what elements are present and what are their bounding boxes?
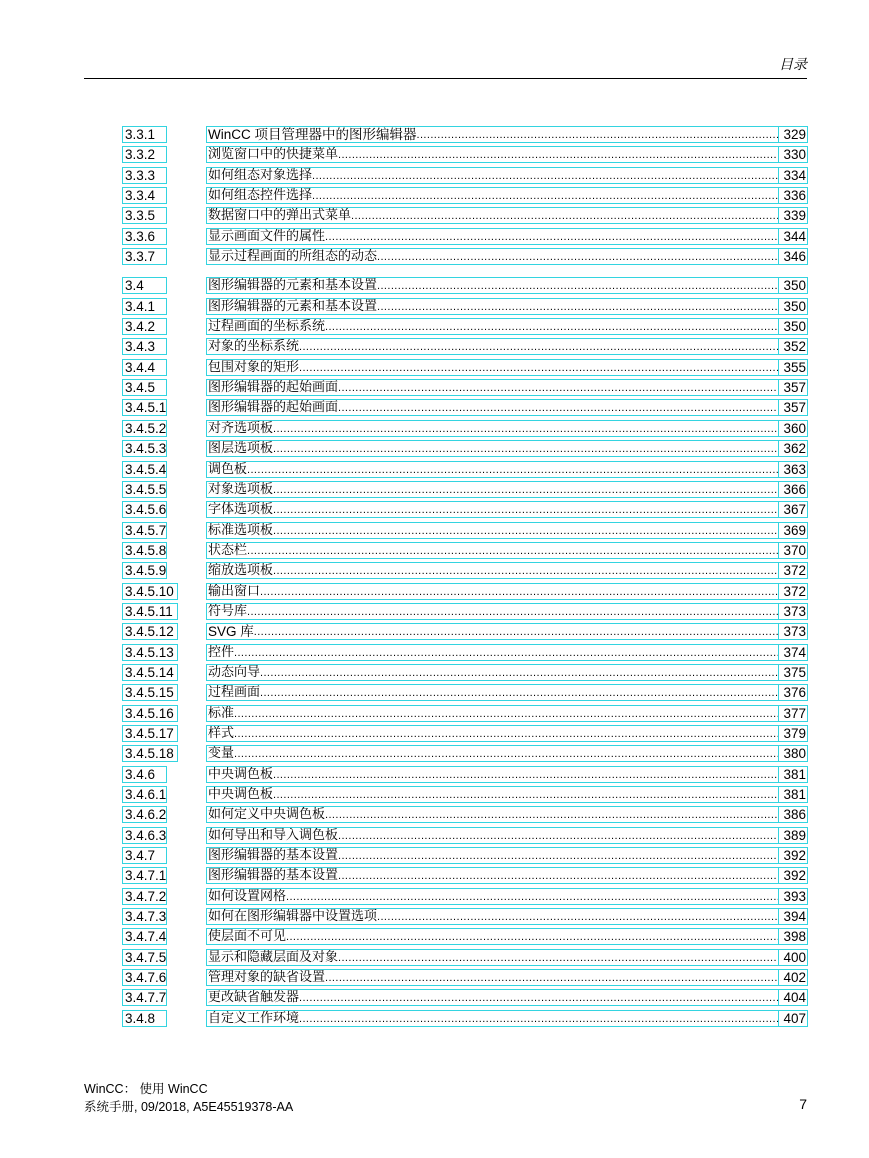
dot-leader bbox=[273, 443, 779, 456]
toc-page-number: 369 bbox=[779, 523, 807, 538]
toc-section-title: 中央调色板 bbox=[208, 787, 274, 802]
toc-title-box[interactable] bbox=[206, 318, 808, 335]
toc-title-box[interactable] bbox=[206, 440, 808, 457]
toc-entry[interactable] bbox=[122, 785, 808, 805]
toc-title-box[interactable] bbox=[206, 248, 808, 265]
toc-section-title: 图形编辑器的基本设置 bbox=[208, 868, 339, 884]
toc-section-title: 过程画面 bbox=[208, 685, 261, 701]
table-of-contents bbox=[122, 125, 808, 1029]
toc-entry[interactable] bbox=[122, 765, 808, 785]
toc-page-number: 381 bbox=[779, 787, 807, 802]
toc-page-number: 372 bbox=[779, 584, 807, 599]
toc-page-number: 377 bbox=[779, 706, 807, 721]
dot-leader bbox=[377, 280, 779, 293]
toc-section-number: 3.4.5.7 bbox=[122, 522, 167, 539]
dot-leader bbox=[234, 728, 779, 741]
toc-title-box[interactable] bbox=[206, 187, 808, 204]
toc-page-number: 407 bbox=[779, 1011, 807, 1026]
toc-title-box[interactable] bbox=[206, 725, 808, 742]
dot-leader bbox=[325, 321, 779, 334]
toc-entry[interactable] bbox=[122, 866, 808, 886]
toc-section-number: 3.4 bbox=[122, 277, 167, 294]
toc-section-number: 3.4.5.8 bbox=[122, 542, 167, 559]
toc-section-number: 3.3.1 bbox=[122, 126, 167, 143]
toc-page-number: 375 bbox=[779, 665, 807, 680]
toc-page-number: 398 bbox=[779, 929, 807, 944]
toc-title-box[interactable] bbox=[206, 786, 808, 803]
dot-leader bbox=[338, 850, 779, 863]
toc-title-box[interactable] bbox=[206, 501, 808, 518]
toc-title-box[interactable] bbox=[206, 146, 808, 163]
toc-section-number: 3.4.5.3 bbox=[122, 440, 167, 457]
toc-title-box[interactable] bbox=[206, 167, 808, 184]
header-rule bbox=[84, 78, 807, 79]
toc-page-number: 350 bbox=[779, 299, 807, 314]
toc-section-number: 3.4.5.15 bbox=[122, 684, 178, 701]
toc-title-box[interactable] bbox=[206, 928, 808, 945]
dot-leader bbox=[260, 667, 779, 680]
dot-leader bbox=[247, 606, 779, 619]
dot-leader bbox=[247, 545, 779, 558]
toc-section-title: 样式 bbox=[208, 725, 235, 741]
toc-page-number: 336 bbox=[779, 188, 807, 203]
toc-entry[interactable] bbox=[122, 206, 808, 226]
toc-section-title: 标准选项板 bbox=[208, 522, 274, 538]
toc-section-title: 显示过程画面的所组态的动态 bbox=[208, 249, 378, 265]
toc-page-number: 357 bbox=[779, 380, 807, 395]
toc-page-number: 381 bbox=[779, 767, 807, 782]
toc-section-number: 3.4.3 bbox=[122, 338, 167, 355]
toc-section-title: SVG 库 bbox=[208, 624, 254, 640]
dot-leader bbox=[417, 129, 780, 142]
dot-leader bbox=[286, 891, 779, 904]
toc-section-title: 字体选项板 bbox=[208, 502, 274, 518]
toc-section-title: 如何组态控件选择 bbox=[208, 188, 313, 204]
toc-section-title: 自定义工作环境 bbox=[208, 1010, 300, 1026]
toc-page-number: 350 bbox=[779, 278, 807, 293]
toc-entry[interactable] bbox=[122, 317, 808, 337]
toc-entry[interactable] bbox=[122, 561, 808, 581]
toc-page-number: 379 bbox=[779, 726, 807, 741]
dot-leader bbox=[312, 170, 779, 183]
toc-section-number: 3.4.5.5 bbox=[122, 481, 167, 498]
toc-entry[interactable] bbox=[122, 724, 808, 744]
dot-leader bbox=[377, 251, 779, 264]
toc-title-box[interactable] bbox=[206, 542, 808, 559]
toc-section-title: 如何导出和导入调色板 bbox=[208, 827, 339, 843]
toc-page-number: 329 bbox=[779, 127, 807, 142]
toc-title-box[interactable] bbox=[206, 420, 808, 437]
toc-title-box[interactable] bbox=[206, 745, 808, 762]
dot-leader bbox=[299, 1013, 779, 1026]
toc-page-number: 370 bbox=[779, 543, 807, 558]
toc-title-box[interactable] bbox=[206, 827, 808, 844]
toc-entry[interactable] bbox=[122, 887, 808, 907]
dot-leader bbox=[299, 341, 779, 354]
toc-section-number: 3.4.5.14 bbox=[122, 664, 178, 681]
toc-section-title: 调色板 bbox=[208, 461, 248, 477]
toc-section-title: 图形编辑器的起始画面 bbox=[208, 400, 339, 416]
toc-entry[interactable] bbox=[122, 125, 808, 145]
toc-title-box[interactable] bbox=[206, 847, 808, 864]
toc-section-title: 动态向导 bbox=[208, 664, 261, 680]
toc-entry[interactable] bbox=[122, 622, 808, 642]
page-header-title: 目录 bbox=[779, 57, 807, 73]
footer-product: WinCC： 使用 WinCC bbox=[84, 1082, 208, 1096]
toc-section-number: 3.4.7.6 bbox=[122, 969, 167, 986]
footer-manual-info: 系统手册, 09/2018, A5E45519378-AA bbox=[84, 1100, 294, 1114]
toc-entry[interactable] bbox=[122, 704, 808, 724]
toc-section-number: 3.4.5 bbox=[122, 379, 167, 396]
toc-section-number: 3.4.6.1 bbox=[122, 786, 167, 803]
toc-entry[interactable] bbox=[122, 145, 808, 165]
toc-section-title: 更改缺省触发器 bbox=[208, 990, 300, 1006]
dot-leader bbox=[312, 190, 779, 203]
toc-section-number: 3.4.7.4 bbox=[122, 928, 167, 945]
toc-section-number: 3.3.2 bbox=[122, 146, 167, 163]
toc-page-number: 362 bbox=[779, 441, 807, 456]
toc-entry[interactable] bbox=[122, 337, 808, 357]
toc-section-number: 3.4.5.11 bbox=[122, 603, 178, 620]
toc-section-title: 对齐选项板 bbox=[208, 420, 274, 436]
toc-title-box[interactable] bbox=[206, 277, 808, 294]
toc-title-box[interactable] bbox=[206, 705, 808, 722]
toc-section-title: 管理对象的缺省设置 bbox=[208, 970, 326, 986]
toc-page-number: 394 bbox=[779, 909, 807, 924]
dot-leader bbox=[273, 565, 779, 578]
dot-leader bbox=[234, 647, 779, 660]
toc-title-box[interactable] bbox=[206, 908, 808, 925]
toc-section-number: 3.4.7.1 bbox=[122, 867, 167, 884]
toc-section-number: 3.4.6.2 bbox=[122, 806, 167, 823]
toc-title-box[interactable] bbox=[206, 228, 808, 245]
toc-section-title: 图形编辑器的起始画面 bbox=[208, 380, 339, 396]
toc-section-title: 变量 bbox=[208, 746, 235, 762]
toc-title-box[interactable] bbox=[206, 522, 808, 539]
dot-leader bbox=[299, 992, 779, 1005]
toc-title-box[interactable] bbox=[206, 126, 808, 143]
toc-page-number: 350 bbox=[779, 319, 807, 334]
dot-leader bbox=[273, 504, 779, 517]
toc-section-number: 3.4.6 bbox=[122, 766, 167, 783]
toc-section-number: 3.3.3 bbox=[122, 167, 167, 184]
dot-leader bbox=[377, 301, 779, 314]
toc-title-box[interactable] bbox=[206, 1010, 808, 1027]
toc-page-number: 372 bbox=[779, 563, 807, 578]
toc-entry[interactable] bbox=[122, 846, 808, 866]
dot-leader bbox=[325, 231, 779, 244]
toc-section-title: 输出窗口 bbox=[208, 583, 261, 599]
toc-section-number: 3.4.5.16 bbox=[122, 705, 178, 722]
toc-entry[interactable] bbox=[122, 439, 808, 459]
toc-entry[interactable] bbox=[122, 378, 808, 398]
dot-leader bbox=[286, 931, 779, 944]
toc-page-number: 344 bbox=[779, 229, 807, 244]
toc-entry[interactable] bbox=[122, 419, 808, 439]
toc-title-box[interactable] bbox=[206, 298, 808, 315]
toc-entry[interactable] bbox=[122, 1009, 808, 1029]
toc-section-title: 过程画面的坐标系统 bbox=[208, 319, 326, 335]
toc-section-number: 3.4.7.3 bbox=[122, 908, 167, 925]
toc-section-number: 3.4.5.6 bbox=[122, 501, 167, 518]
footer-page-number: 7 bbox=[799, 1096, 807, 1112]
toc-page-number: 367 bbox=[779, 502, 807, 517]
toc-entry[interactable] bbox=[122, 398, 808, 418]
toc-page-number: 334 bbox=[779, 168, 807, 183]
toc-title-box[interactable] bbox=[206, 806, 808, 823]
toc-section-number: 3.3.7 bbox=[122, 248, 167, 265]
toc-title-box[interactable] bbox=[206, 379, 808, 396]
toc-page-number: 352 bbox=[779, 339, 807, 354]
dot-leader bbox=[260, 586, 779, 599]
toc-page-number: 373 bbox=[779, 604, 807, 619]
toc-title-box[interactable] bbox=[206, 562, 808, 579]
toc-section-number: 3.4.8 bbox=[122, 1010, 167, 1027]
toc-section-number: 3.4.5.18 bbox=[122, 745, 178, 762]
toc-page-number: 339 bbox=[779, 208, 807, 223]
toc-section-number: 3.3.5 bbox=[122, 207, 167, 224]
toc-page-number: 404 bbox=[779, 990, 807, 1005]
toc-section-number: 3.4.2 bbox=[122, 318, 167, 335]
dot-leader bbox=[299, 362, 779, 375]
toc-section-title: 图形编辑器的元素和基本设置 bbox=[208, 278, 378, 294]
toc-entry[interactable] bbox=[122, 602, 808, 622]
toc-page-number: 389 bbox=[779, 828, 807, 843]
toc-title-box[interactable] bbox=[206, 338, 808, 355]
toc-entry[interactable] bbox=[122, 805, 808, 825]
dot-leader bbox=[377, 911, 779, 924]
toc-page-number: 366 bbox=[779, 482, 807, 497]
toc-title-box[interactable] bbox=[206, 481, 808, 498]
toc-entry[interactable] bbox=[122, 166, 808, 186]
toc-entry[interactable] bbox=[122, 683, 808, 703]
toc-title-box[interactable] bbox=[206, 989, 808, 1006]
toc-section-number: 3.3.6 bbox=[122, 228, 167, 245]
dot-leader bbox=[351, 210, 779, 223]
toc-section-number: 3.4.5.12 bbox=[122, 623, 178, 640]
toc-title-box[interactable] bbox=[206, 644, 808, 661]
toc-entry[interactable] bbox=[122, 907, 808, 927]
toc-section-number: 3.4.5.1 bbox=[122, 399, 167, 416]
toc-entry[interactable] bbox=[122, 643, 808, 663]
toc-section-number: 3.4.7.2 bbox=[122, 888, 167, 905]
toc-title-box[interactable] bbox=[206, 207, 808, 224]
toc-entry[interactable] bbox=[122, 541, 808, 561]
toc-section-title: 中央调色板 bbox=[208, 766, 274, 782]
toc-entry[interactable] bbox=[122, 276, 808, 296]
toc-page-number: 376 bbox=[779, 685, 807, 700]
toc-section-number: 3.4.6.3 bbox=[122, 827, 167, 844]
toc-title-box[interactable] bbox=[206, 359, 808, 376]
toc-section-title: 数据窗口中的弹出式菜单 bbox=[208, 208, 352, 224]
toc-page-number: 400 bbox=[779, 950, 807, 965]
toc-title-box[interactable] bbox=[206, 603, 808, 620]
toc-section-title: 使层面不可见 bbox=[208, 929, 287, 945]
dot-leader bbox=[254, 626, 780, 639]
toc-page-number: 402 bbox=[779, 970, 807, 985]
toc-section-title: 如何设置网格 bbox=[208, 888, 287, 904]
toc-section-title: 图形编辑器的基本设置 bbox=[208, 848, 339, 864]
toc-section-title: 对象选项板 bbox=[208, 481, 274, 497]
toc-section-number: 3.4.5.10 bbox=[122, 583, 178, 600]
toc-entry[interactable] bbox=[122, 927, 808, 947]
toc-entry[interactable] bbox=[122, 480, 808, 500]
toc-section-title: 标准 bbox=[208, 705, 235, 721]
toc-section-number: 3.4.5.2 bbox=[122, 420, 167, 437]
dot-leader bbox=[247, 464, 779, 477]
toc-entry[interactable] bbox=[122, 358, 808, 378]
toc-section-number: 3.4.5.9 bbox=[122, 562, 167, 579]
toc-entry[interactable] bbox=[122, 968, 808, 988]
toc-title-box[interactable] bbox=[206, 623, 808, 640]
toc-entry[interactable] bbox=[122, 247, 808, 267]
toc-section-title: WinCC 项目管理器中的图形编辑器 bbox=[208, 127, 417, 142]
toc-section-number: 3.4.7.7 bbox=[122, 989, 167, 1006]
toc-title-box[interactable] bbox=[206, 399, 808, 416]
toc-title-box[interactable] bbox=[206, 888, 808, 905]
dot-leader bbox=[338, 149, 779, 162]
dot-leader bbox=[338, 402, 779, 415]
toc-section-number: 3.4.5.4 bbox=[122, 461, 167, 478]
toc-section-title: 状态栏 bbox=[208, 542, 248, 558]
toc-title-box[interactable] bbox=[206, 766, 808, 783]
dot-leader bbox=[234, 748, 779, 761]
toc-entry[interactable] bbox=[122, 988, 808, 1008]
dot-leader bbox=[338, 382, 779, 395]
toc-entry[interactable] bbox=[122, 297, 808, 317]
toc-section-title: 显示和隐藏层面及对象 bbox=[208, 949, 339, 965]
toc-title-box[interactable] bbox=[206, 684, 808, 701]
dot-leader bbox=[273, 789, 779, 802]
toc-entry[interactable] bbox=[122, 744, 808, 764]
toc-page-number: 380 bbox=[779, 746, 807, 761]
toc-section-title: 符号库 bbox=[208, 603, 248, 619]
toc-title-box[interactable] bbox=[206, 969, 808, 986]
dot-leader bbox=[273, 484, 779, 497]
toc-section-title: 包围对象的矩形 bbox=[208, 359, 300, 375]
toc-page-number: 393 bbox=[779, 889, 807, 904]
toc-section-title: 图形编辑器的元素和基本设置 bbox=[208, 298, 378, 314]
toc-entry[interactable] bbox=[122, 948, 808, 968]
dot-leader bbox=[273, 769, 779, 782]
toc-entry[interactable] bbox=[122, 500, 808, 520]
toc-page-number: 357 bbox=[779, 400, 807, 415]
toc-section-number: 3.4.1 bbox=[122, 298, 167, 315]
dot-leader bbox=[260, 687, 779, 700]
toc-title-box[interactable] bbox=[206, 461, 808, 478]
toc-entry[interactable] bbox=[122, 582, 808, 602]
toc-page-number: 330 bbox=[779, 147, 807, 162]
toc-section-title: 显示画面文件的属性 bbox=[208, 228, 326, 244]
toc-page-number: 392 bbox=[779, 868, 807, 883]
toc-section-number: 3.3.4 bbox=[122, 187, 167, 204]
toc-page-number: 346 bbox=[779, 249, 807, 264]
toc-page-number: 392 bbox=[779, 848, 807, 863]
toc-page-number: 386 bbox=[779, 807, 807, 822]
dot-leader bbox=[338, 870, 779, 883]
toc-section-title: 浏览窗口中的快捷菜单 bbox=[208, 147, 339, 163]
toc-page-number: 360 bbox=[779, 421, 807, 436]
dot-leader bbox=[234, 708, 779, 721]
dot-leader bbox=[273, 525, 779, 538]
toc-section-number: 3.4.7 bbox=[122, 847, 167, 864]
toc-page-number: 373 bbox=[779, 624, 807, 639]
toc-section-number: 3.4.4 bbox=[122, 359, 167, 376]
toc-section-number: 3.4.5.17 bbox=[122, 725, 178, 742]
dot-leader bbox=[273, 423, 779, 436]
dot-leader bbox=[338, 952, 779, 965]
toc-page-number: 374 bbox=[779, 645, 807, 660]
toc-entry[interactable] bbox=[122, 521, 808, 541]
toc-page-number: 363 bbox=[779, 462, 807, 477]
toc-entry[interactable] bbox=[122, 186, 808, 206]
toc-section-number: 3.4.5.13 bbox=[122, 644, 178, 661]
toc-entry[interactable] bbox=[122, 227, 808, 247]
toc-section-title: 图层选项板 bbox=[208, 441, 274, 457]
toc-section-title: 对象的坐标系统 bbox=[208, 339, 300, 355]
toc-title-box[interactable] bbox=[206, 867, 808, 884]
toc-section-title: 缩放选项板 bbox=[208, 563, 274, 579]
toc-title-box[interactable] bbox=[206, 949, 808, 966]
toc-section-title: 如何组态对象选择 bbox=[208, 167, 313, 183]
dot-leader bbox=[325, 809, 779, 822]
toc-entry[interactable] bbox=[122, 460, 808, 480]
toc-section-title: 如何在图形编辑器中设置选项 bbox=[208, 909, 378, 925]
toc-page-number: 355 bbox=[779, 360, 807, 375]
toc-section-number: 3.4.7.5 bbox=[122, 949, 167, 966]
toc-title-box[interactable] bbox=[206, 664, 808, 681]
toc-title-box[interactable] bbox=[206, 583, 808, 600]
toc-section-title: 控件 bbox=[208, 644, 235, 660]
toc-entry[interactable] bbox=[122, 826, 808, 846]
toc-entry[interactable] bbox=[122, 663, 808, 683]
dot-leader bbox=[325, 972, 779, 985]
toc-section-title: 如何定义中央调色板 bbox=[208, 807, 326, 823]
dot-leader bbox=[338, 830, 779, 843]
